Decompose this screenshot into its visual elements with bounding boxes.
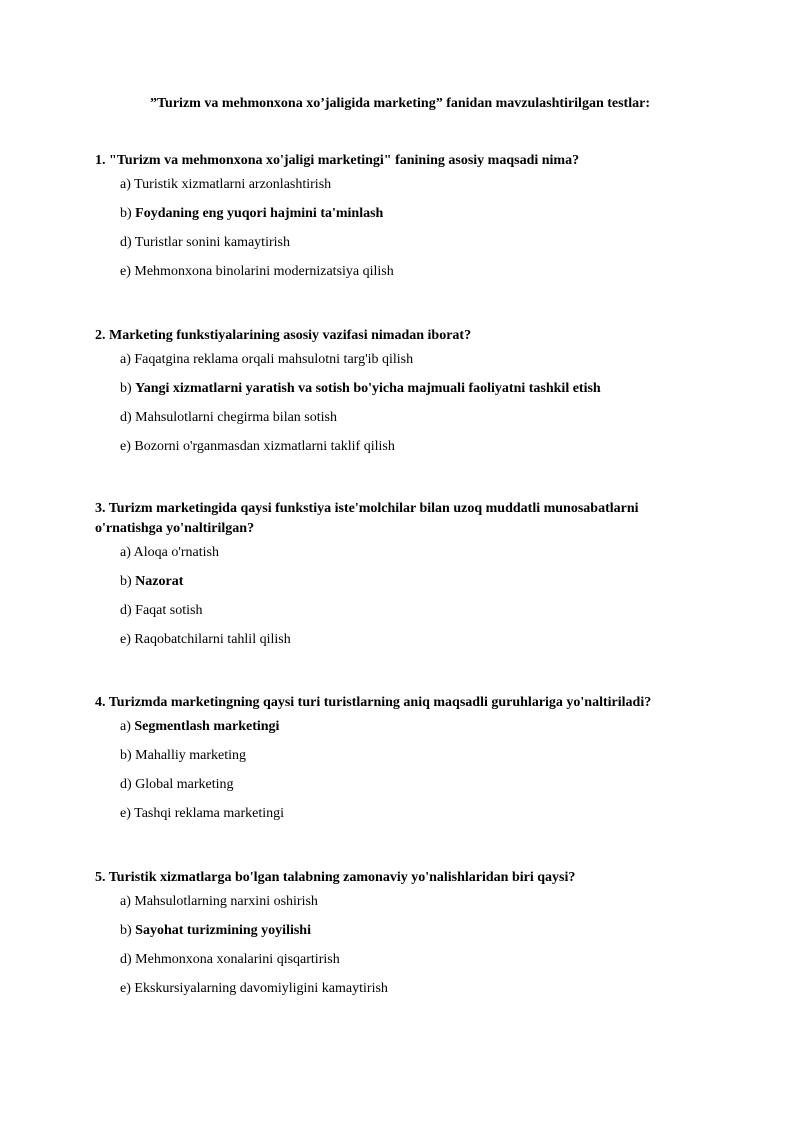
option-d (120, 233, 695, 253)
option-letter: e) (120, 439, 135, 454)
question-5 (95, 868, 695, 1008)
option-letter: e) (120, 632, 135, 647)
option-a (120, 717, 695, 737)
option-e (120, 437, 695, 457)
option-text: Turistlar sonini kamaytirish (134, 235, 290, 250)
option-text: Aloqa o'rnatish (133, 545, 219, 560)
option-text: Faqat sotish (135, 603, 203, 618)
option-letter: e) (120, 264, 135, 279)
option-b (120, 921, 695, 941)
question-text: 2. Marketing funkstiyalarining asosiy vazifasi nimadan iborat? (95, 328, 472, 343)
option-letter: a) (120, 352, 135, 367)
option-b (120, 204, 695, 224)
option-text: Mahsulotlarni chegirma bilan sotish (135, 410, 337, 425)
question-text: 3. Turizm marketingida qaysi funkstiya iste'molchilar bilan uzoq muddatli munosabatlarni o'rnatishga yo'naltirilgan? (95, 501, 639, 536)
option-text: Tashqi reklama marketingi (134, 806, 284, 821)
option-text: Turistik xizmatlarni arzonlashtirish (134, 177, 332, 192)
option-text: Mehmonxona xonalarini qisqartirish (135, 952, 340, 967)
option-e (120, 979, 695, 999)
option-letter: b) (120, 206, 136, 221)
option-d (120, 775, 695, 795)
option-text: Faqatgina reklama orqali mahsulotni targ'ib qilish (134, 352, 414, 367)
option-letter: b) (120, 574, 136, 589)
option-text: Mahsulotlarning narxini oshirish (134, 894, 318, 909)
option-b (120, 572, 695, 592)
question-text: 4. Turizmda marketingning qaysi turi turistlarning aniq maqsadli guruhlariga yo'naltiriladi? (95, 695, 652, 710)
question-text: 1. "Turizm va mehmonxona xo'jaligi marketingi" fanining asosiy maqsadi nima? (95, 153, 580, 168)
option-letter: b) (120, 381, 136, 396)
option-e (120, 630, 695, 650)
option-text: Ekskursiyalarning davomiyligini kamaytirish (134, 981, 388, 996)
option-b (120, 746, 695, 766)
option-text: Raqobatchilarni tahlil qilish (134, 632, 291, 647)
option-text: Mehmonxona binolarini modernizatsiya qilish (134, 264, 394, 279)
option-letter: a) (120, 177, 135, 192)
question-1 (95, 151, 695, 291)
question-text: 5. Turistik xizmatlarga bo'lgan talabning zamonaviy yo'nalishlaridan biri qaysi? (95, 870, 576, 885)
option-letter: b) (120, 748, 136, 763)
option-letter: d) (120, 235, 135, 250)
option-letter: a) (120, 545, 134, 560)
option-text-correct: Segmentlash marketingi (134, 719, 280, 734)
option-letter: a) (120, 894, 135, 909)
option-a (120, 892, 695, 912)
question-4 (95, 693, 695, 833)
option-letter: e) (120, 981, 135, 996)
option-letter: d) (120, 603, 136, 618)
option-a (120, 543, 695, 563)
option-text: Bozorni o'rganmasdan xizmatlarni taklif qilish (134, 439, 395, 454)
option-d (120, 601, 695, 621)
option-b (120, 379, 695, 399)
document-title: ”Turizm va mehmonxona xo’jaligida marketing” fanidan mavzulashtirilgan testlar: (150, 96, 650, 111)
option-e (120, 262, 695, 282)
question-3 (95, 499, 695, 659)
option-letter: d) (120, 777, 136, 792)
option-text-correct: Sayohat turizmining yoyilishi (135, 923, 311, 938)
option-d (120, 408, 695, 428)
option-letter: d) (120, 410, 136, 425)
option-d (120, 950, 695, 970)
option-text-correct: Foydaning eng yuqori hajmini ta'minlash (135, 206, 384, 221)
question-2 (95, 326, 695, 466)
option-letter: e) (120, 806, 135, 821)
option-text-correct: Nazorat (135, 574, 184, 589)
option-a (120, 175, 695, 195)
option-text: Global marketing (135, 777, 234, 792)
option-letter: d) (120, 952, 136, 967)
option-text: Mahalliy marketing (135, 748, 246, 763)
option-text-correct: Yangi xizmatlarni yaratish va sotish bo'yicha majmuali faoliyatni tashkil etish (135, 381, 601, 396)
option-a (120, 350, 695, 370)
option-letter: a) (120, 719, 135, 734)
option-letter: b) (120, 923, 136, 938)
option-e (120, 804, 695, 824)
